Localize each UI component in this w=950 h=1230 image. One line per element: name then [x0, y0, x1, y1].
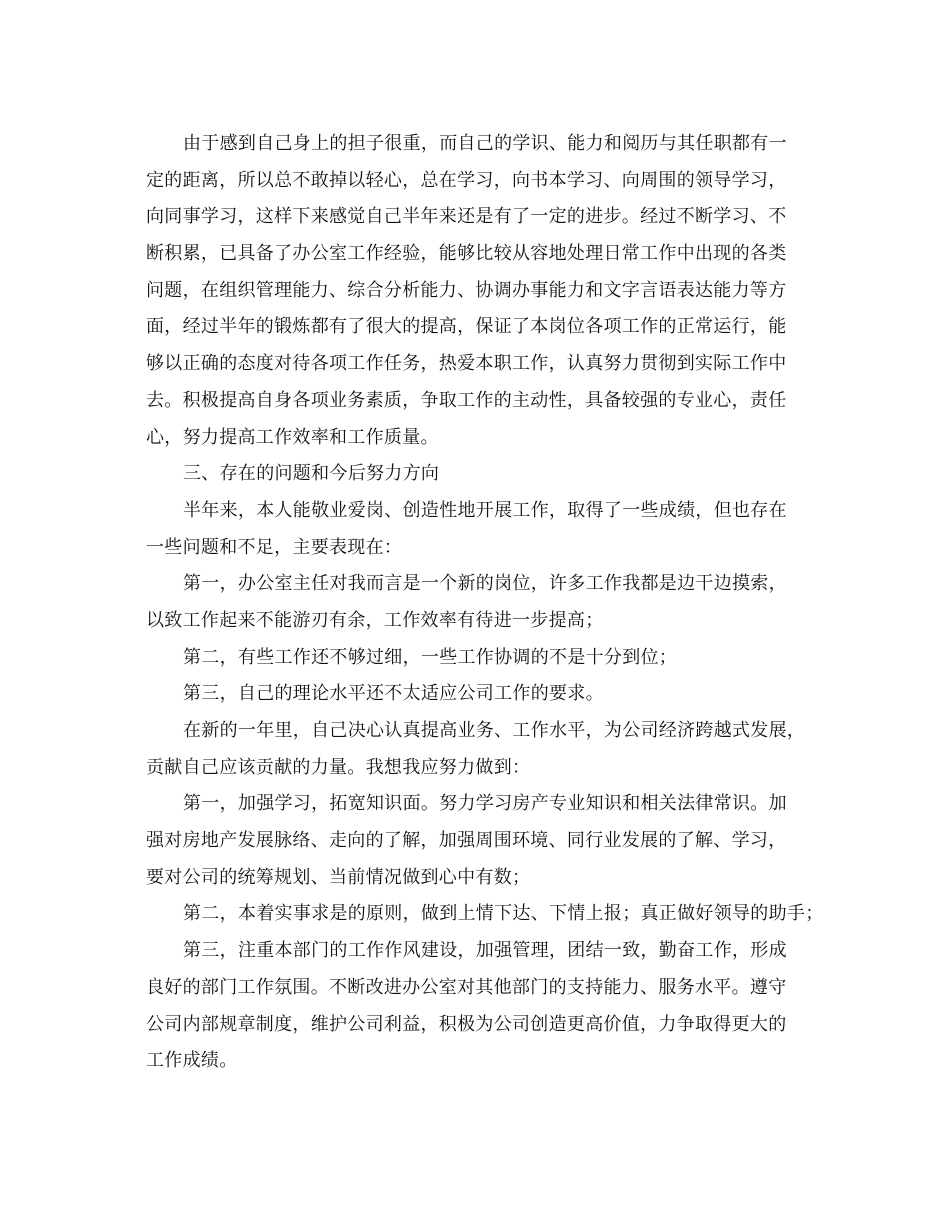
text-line: 第一，办公室主任对我而言是一个新的岗位，许多工作我都是边干边摸索，: [183, 573, 787, 595]
text-line: 要对公司的统筹规划、当前情况做到心中有数；: [146, 866, 531, 888]
text-line: 以致工作起来不能游刃有余，工作效率有待进一步提高；: [146, 609, 604, 631]
text-line: 第二，本着实事求是的原则，做到上情下达、下情上报；真正做好领导的助手；: [183, 903, 824, 925]
text-line: 良好的部门工作氛围。不断改进办公室对其他部门的支持能力、服务水平。遵守: [146, 976, 787, 998]
text-line: 一些问题和不足，主要表现在：: [146, 536, 403, 558]
text-line: 够以正确的态度对待各项工作任务，热爱本职工作，认真努力贯彻到实际工作中: [146, 353, 787, 375]
text-line: 第一，加强学习，拓宽知识面。努力学习房产专业知识和相关法律常识。加: [183, 793, 787, 815]
text-line: 公司内部规章制度，维护公司利益，积极为公司创造更高价值，力争取得更大的: [146, 1013, 787, 1035]
text-line: 第二，有些工作还不够过细，一些工作协调的不是十分到位；: [183, 646, 678, 668]
text-line: 心，努力提高工作效率和工作质量。: [146, 426, 439, 448]
text-line: 工作成绩。: [146, 1050, 238, 1072]
text-line: 贡献自己应该贡献的力量。我想我应努力做到：: [146, 756, 531, 778]
text-line: 问题，在组织管理能力、综合分析能力、协调办事能力和文字言语表达能力等方: [146, 279, 787, 301]
text-line: 半年来，本人能敬业爱岗、创造性地开展工作，取得了一些成绩，但也存在: [183, 499, 787, 521]
text-line: 第三，注重本部门的工作作风建设，加强管理，团结一致，勤奋工作，形成: [183, 940, 787, 962]
document-body: [146, 126, 824, 1080]
text-line: 第三，自己的理论水平还不太适应公司工作的要求。: [183, 683, 604, 705]
text-line: 断积累，已具备了办公室工作经验，能够比较从容地处理日常工作中出现的各类: [146, 243, 787, 265]
text-line: 面，经过半年的锻炼都有了很大的提高，保证了本岗位各项工作的正常运行，能: [146, 316, 787, 338]
text-line: 向同事学习，这样下来感觉自己半年来还是有了一定的进步。经过不断学习、不: [146, 206, 787, 228]
text-line: 三、存在的问题和今后努力方向: [183, 463, 440, 485]
text-line: 去。积极提高自身各项业务素质，争取工作的主动性，具备较强的专业心，责任: [146, 389, 787, 411]
text-line: 由于感到自己身上的担子很重，而自己的学识、能力和阅历与其任职都有一: [183, 133, 787, 154]
text-line: 在新的一年里，自己决心认真提高业务、工作水平，为公司经济跨越式发展，: [183, 720, 806, 741]
text-line: 定的距离，所以总不敢掉以轻心，总在学习，向书本学习、向周围的领导学习，: [146, 169, 787, 191]
text-line: 强对房地产发展脉络、走向的了解，加强周围环境、同行业发展的了解、学习，: [146, 830, 787, 852]
